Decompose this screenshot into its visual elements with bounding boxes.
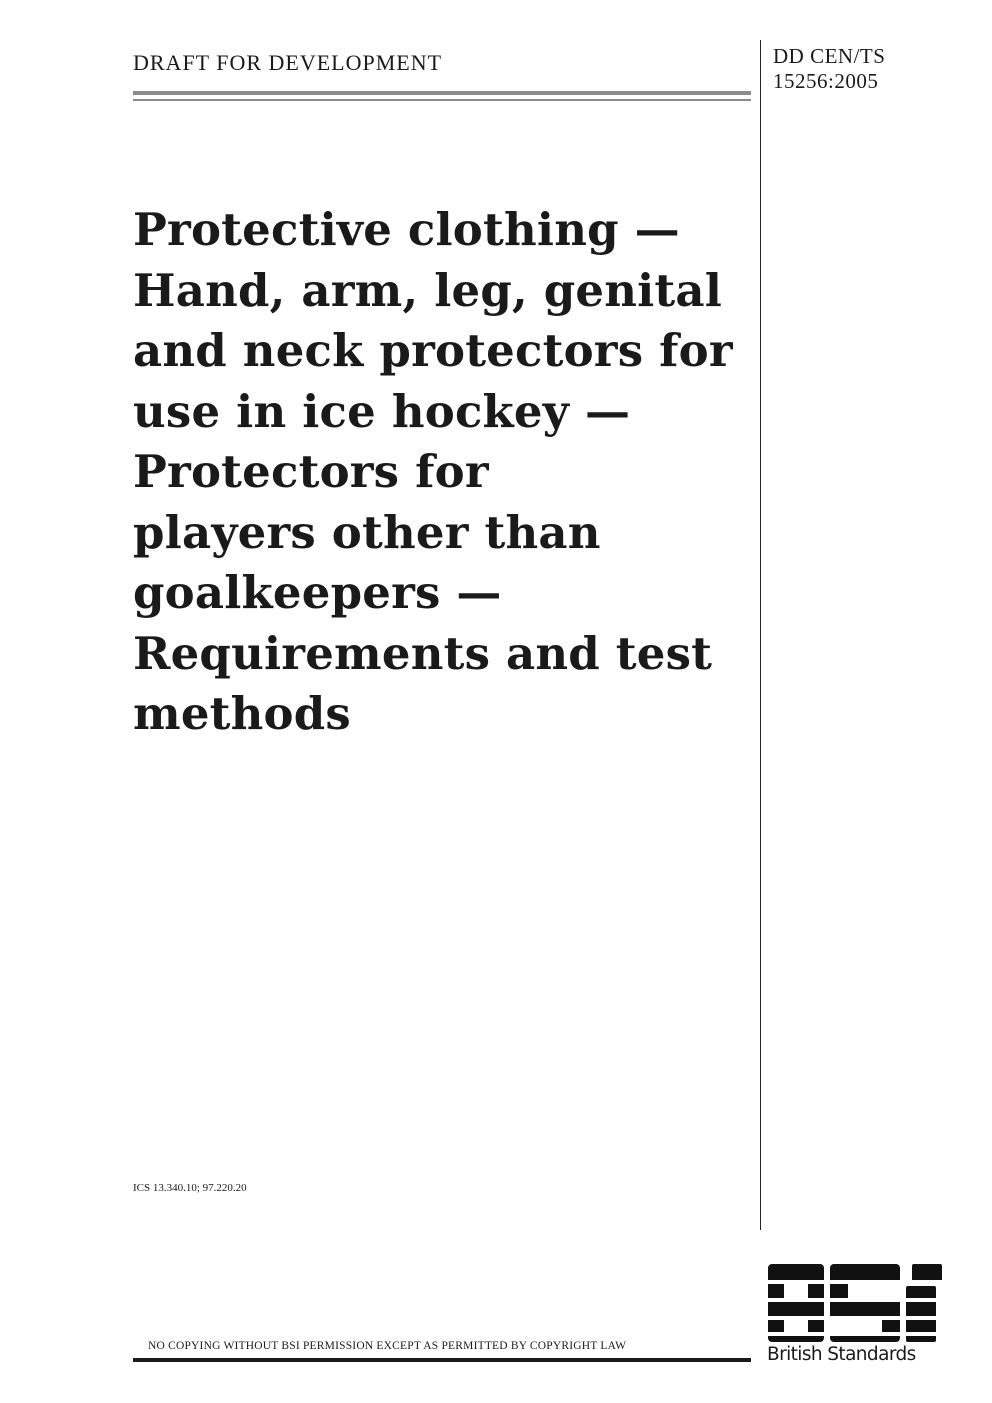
copyright-notice: NO COPYING WITHOUT BSI PERMISSION EXCEPT AS PERMITTED BY COPYRIGHT LAW (148, 1340, 627, 1352)
logo-subtitle: British Standards (767, 1344, 916, 1365)
title-line: and neck protectors for (133, 324, 733, 377)
title-line: Requirements and test (133, 626, 713, 680)
title-line: Protectors for (133, 445, 489, 498)
vertical-divider (760, 40, 761, 1230)
header-rule-thick (133, 91, 751, 95)
title-line: use in ice hockey — (133, 384, 631, 438)
document-code-line-2: 15256:2005 (773, 69, 879, 93)
title-line: methods (133, 687, 351, 740)
title-line: Protective clothing — (133, 203, 680, 256)
document-code (773, 44, 885, 94)
footer-rule (133, 1358, 751, 1362)
draft-label: DRAFT FOR DEVELOPMENT (133, 50, 443, 75)
title-line: players other than (133, 505, 601, 559)
document-title (133, 200, 753, 745)
ics-code: ICS 13.340.10; 97.220.20 (133, 1182, 247, 1194)
document-code-line-1: DD CEN/TS (773, 44, 886, 68)
header-rule-thin (133, 99, 751, 101)
title-line: goalkeepers — (133, 566, 502, 619)
title-line: Hand, arm, leg, genital (133, 263, 723, 317)
